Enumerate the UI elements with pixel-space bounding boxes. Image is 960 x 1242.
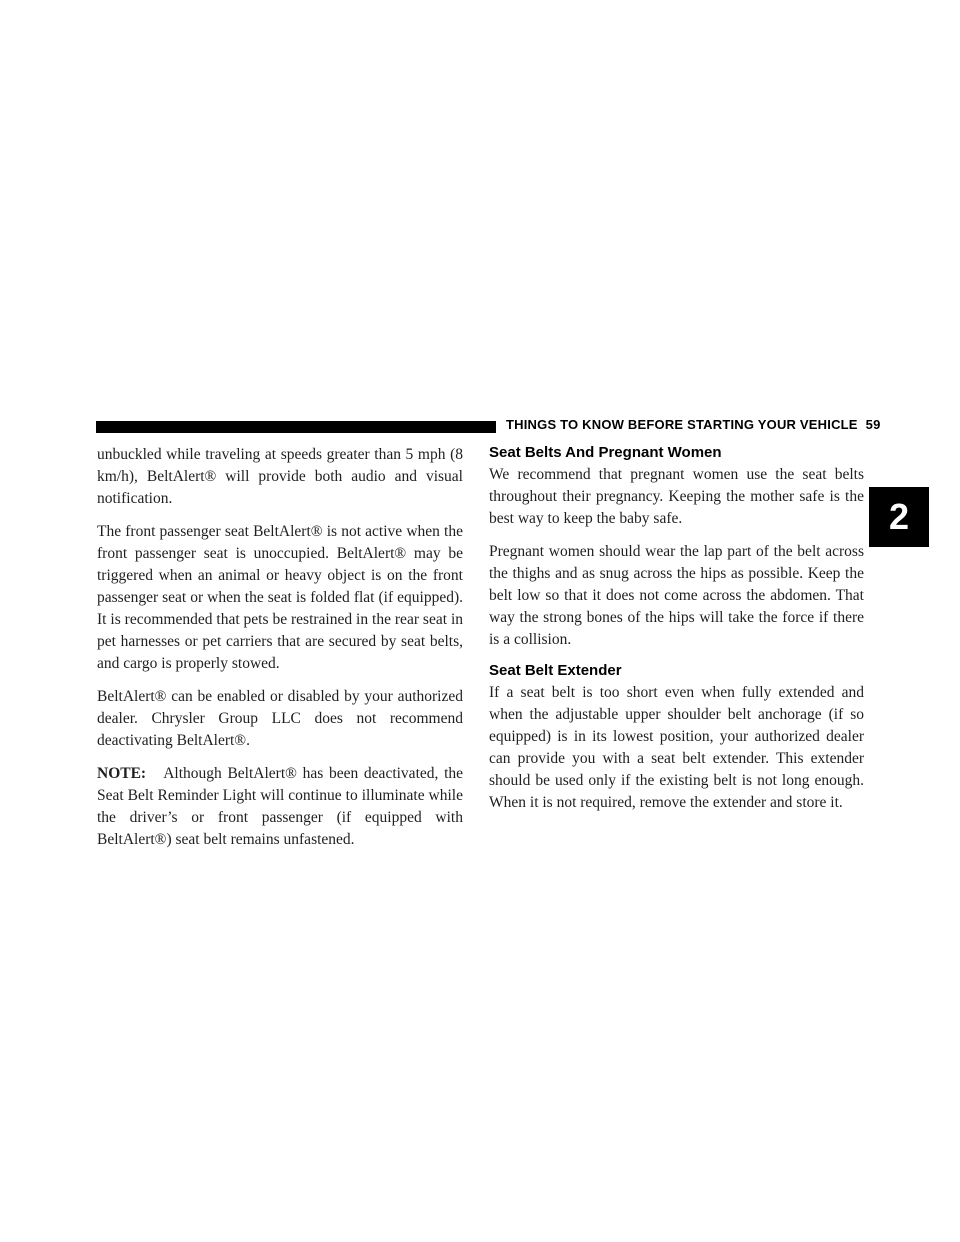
- header-rule: [96, 421, 496, 433]
- running-header: [506, 417, 881, 432]
- note-paragraph: [97, 763, 463, 851]
- note-label: NOTE:: [97, 765, 147, 782]
- right-column: [489, 444, 864, 825]
- paragraph-speed-notification: unbuckled while traveling at speeds greater than 5 mph (8 km/h), BeltAlert® will provide both audio and visual notification.: [97, 446, 463, 507]
- paragraph-pregnant-lap-belt: Pregnant women should wear the lap part of the belt across the thighs and as snug across the hips as possible. Keep the belt low so that it does not come across the abdomen. That way the strong bones of the hips will take the force if there is a collision.: [489, 543, 864, 648]
- header-title: THINGS TO KNOW BEFORE STARTING YOUR VEHICLE: [506, 417, 858, 432]
- paragraph-passenger-beltalert: The front passenger seat BeltAlert® is not active when the front passenger seat is unoccupied. BeltAlert® may be triggered when an animal or heavy object is on the front passenger seat or when the seat is folded flat (if equipped). It is recommended that pets be restrained in the rear seat in pet harnesses or pet carriers that are secured by seat belts, and cargo is properly stowed.: [97, 523, 463, 672]
- page-number: 59: [865, 417, 881, 432]
- paragraph-belt-extender: If a seat belt is too short even when fully extended and when the adjustable upper shoulder belt anchorage (if so equipped) is in its lowest position, your authorized dealer can provide you with a seat belt extender. This extender should be used only if the existing belt is not long enough. When it is not required, remove the extender and store it.: [489, 684, 864, 811]
- section-title-belt-extender: Seat Belt Extender: [489, 662, 622, 679]
- note-text: Although BeltAlert® has been deactivated, the Seat Belt Reminder Light will continue to illuminate while the driver’s or front passenger (if equipped with BeltAlert®) seat belt remains unfastened.: [97, 765, 464, 848]
- section-title-pregnant-women: Seat Belts And Pregnant Women: [489, 444, 722, 461]
- paragraph-enable-disable: BeltAlert® can be enabled or disabled by your authorized dealer. Chrysler Group LLC does not recommend deactivating BeltAlert®.: [97, 688, 463, 749]
- paragraph-pregnant-recommend: We recommend that pregnant women use the seat belts throughout their pregnancy. Keeping the mother safe is the best way to keep the baby safe.: [489, 466, 864, 527]
- left-column: [97, 444, 463, 862]
- chapter-tab: 2: [869, 487, 929, 547]
